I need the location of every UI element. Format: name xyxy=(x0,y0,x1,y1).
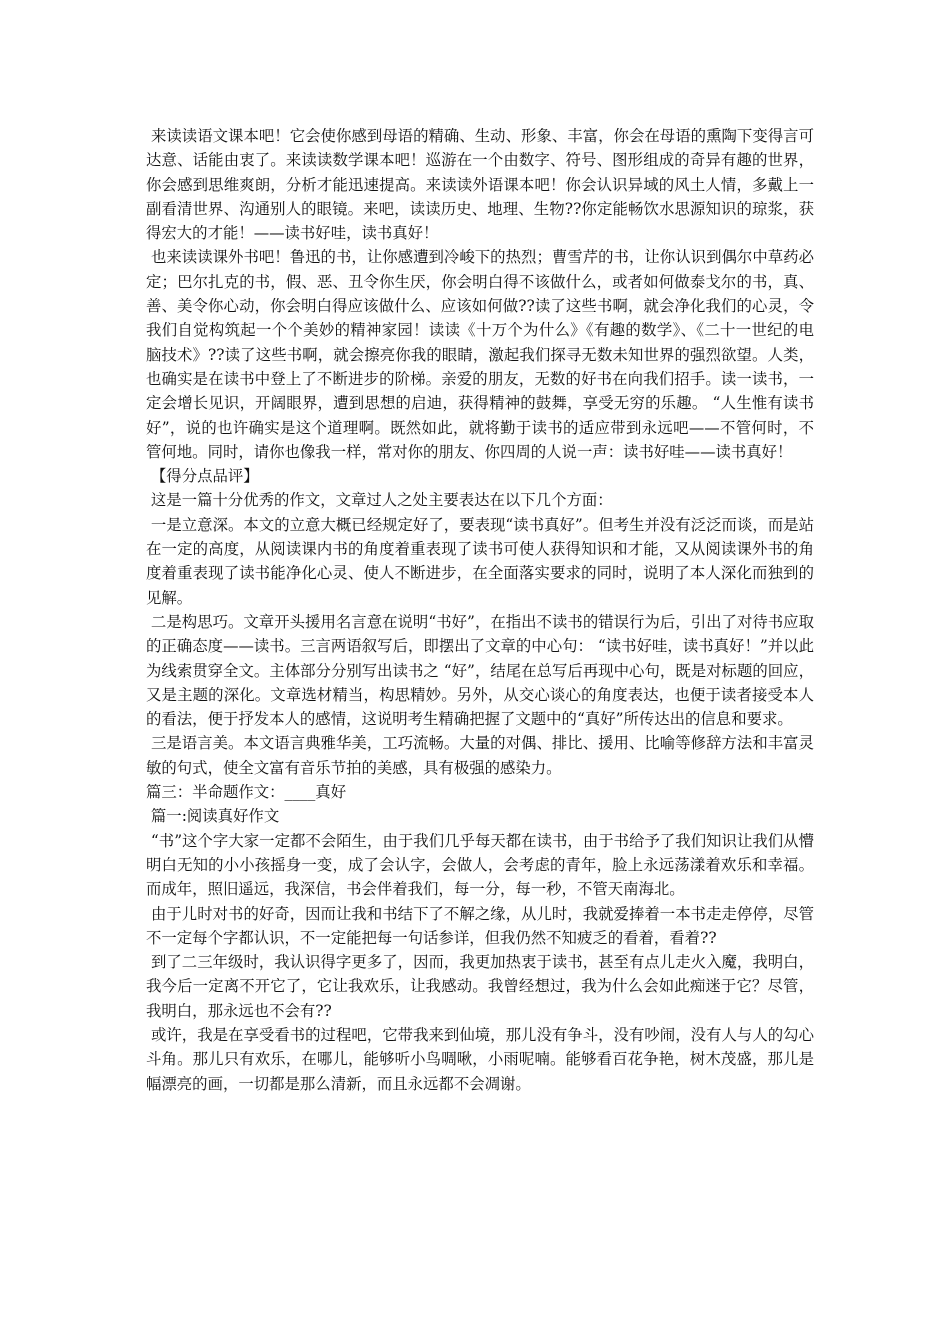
paragraph-review-point-2: 二是构思巧。文章开头援用名言意在说明“书好”，在指出不读书的错误行为后，引出了对待书应取的正确态度——读书。三言两语叙写后，即摆出了文章的中心句： “读书好哇，读书真好！”并以此为线索贯穿全文。主体部分分别写出读书之 “好”，结尾在总写后再现中心句，既是对标题的回应，又是主题的深化。文章选材精当，构思精妙。另外，从交心谈心的角度表达，也便于读者接受本人的看法，便于抒发本人的感情，这说明考生精确把握了文题中的“真好”所传达出的信息和要求。 xyxy=(146,612,814,729)
section-heading-scoring-review: 【得分点品评】 xyxy=(146,467,259,486)
essay-paragraph-4: 或许，我是在享受看书的过程吧，它带我来到仙境，那儿没有争斗，没有吵闹，没有人与人的勾心斗角。那儿只有欢乐，在哪儿，能够听小鸟啁啾，小雨呢喃。能够看百花争艳，树木茂盛，那儿是幅漂亮的画，一切都是那么清新，而且永远都不会凋谢。 xyxy=(146,1025,814,1093)
essay-paragraph-3: 到了二三年级时，我认识得字更多了，因而，我更加热衷于读书，甚至有点儿走火入魔，我明白，我今后一定离不开它了，它让我欢乐，让我感动。我曾经想过，我为什么会如此痴迷于它？尽管，我明白，那永远也不会有?? xyxy=(146,953,814,1020)
paragraph-review-point-1: 一是立意深。本文的立意大概已经规定好了，要表现“读书真好”。但考生并没有泛泛而谈，而是站在一定的高度，从阅读课内书的角度着重表现了读书可使人获得知识和才能，又从阅读课外书的角度着重表现了读书能净化心灵、使人不断进步，在全面落实要求的同时，说明了本人深化而独到的见解。 xyxy=(146,515,814,607)
section-heading-part-three: 篇三：半命题作文：____真好 xyxy=(146,783,347,802)
essay-paragraph-1: “书”这个字大家一定都不会陌生，由于我们几乎每天都在读书，由于书给予了我们知识让我们从懵明白无知的小小孩摇身一变，成了会认字，会做人，会考虑的青年，脸上永远荡漾着欢乐和幸福。而成年，照旧遥远，我深信，书会伴着我们，每一分，每一秒，不管天南海北。 xyxy=(146,831,814,899)
essay-paragraph-2: 由于儿时对书的好奇，因而让我和书结下了不解之缘，从儿时，我就爱捧着一本书走走停停，尽管不一定每个字都认识，不一定能把每一句话参详，但我仍然不知疲乏的看着，看着?? xyxy=(146,904,814,947)
essay-title: 篇一:阅读真好作文 xyxy=(146,807,280,826)
paragraph-review-intro: 这是一篇十分优秀的作文，文章过人之处主要表达在以下几个方面： xyxy=(146,491,613,510)
document-body xyxy=(146,124,814,1096)
paragraph-read-textbooks: 来读读语文课本吧！它会使你感到母语的精确、生动、形象、丰富，你会在母语的熏陶下变得言可达意、话能由衷了。来读读数学课本吧！巡游在一个由数字、符号、图形组成的奇异有趣的世界，你会感到思维爽朗，分析才能迅速提高。来读读外语课本吧！你会认识异域的风土人情，多戴上一副看清世界、沟通别人的眼镜。来吧，读读历史、地理、生物??你定能畅饮水思源知识的琼浆，获得宏大的才能！——读书好哇，读书真好！ xyxy=(146,127,814,243)
paragraph-read-extracurricular: 也来读读课外书吧！鲁迅的书，让你感遭到冷峻下的热烈；曹雪芹的书，让你认识到偶尔中草药必定；巴尔扎克的书，假、恶、丑令你生厌，你会明白得不该做什么，或者如何做泰戈尔的书，真、善、美令你心动，你会明白得应该做什么、应该如何做??读了这些书啊，就会净化我们的心灵，令我们自觉构筑起一个个美妙的精神家园！读读《十万个为什么》《有趣的数学》、《二十一世纪的电脑技术》??读了这些书啊，就会擦亮你我的眼睛，激起我们探寻无数未知世界的强烈欲望。人类，也确实是在读书中登上了不断进步的阶梯。亲爱的朋友，无数的好书在向我们招手。读一读书，一定会增长见识，开阔眼界，遭到思想的启迪，获得精神的鼓舞，享受无穷的乐趣。 “人生惟有读书好”，说的也许确实是这个道理啊。既然如此，就将勤于读书的适应带到永远吧——不管何时，不管何地。同时，请你也像我一样，常对你的朋友、你四周的人说一声：读书好哇——读书真好！ xyxy=(146,248,814,461)
paragraph-review-point-3: 三是语言美。本文语言典雅华美，工巧流畅。大量的对偶、排比、援用、比喻等修辞方法和丰富灵敏的句式，使全文富有音乐节拍的美感，具有极强的感染力。 xyxy=(146,734,814,777)
